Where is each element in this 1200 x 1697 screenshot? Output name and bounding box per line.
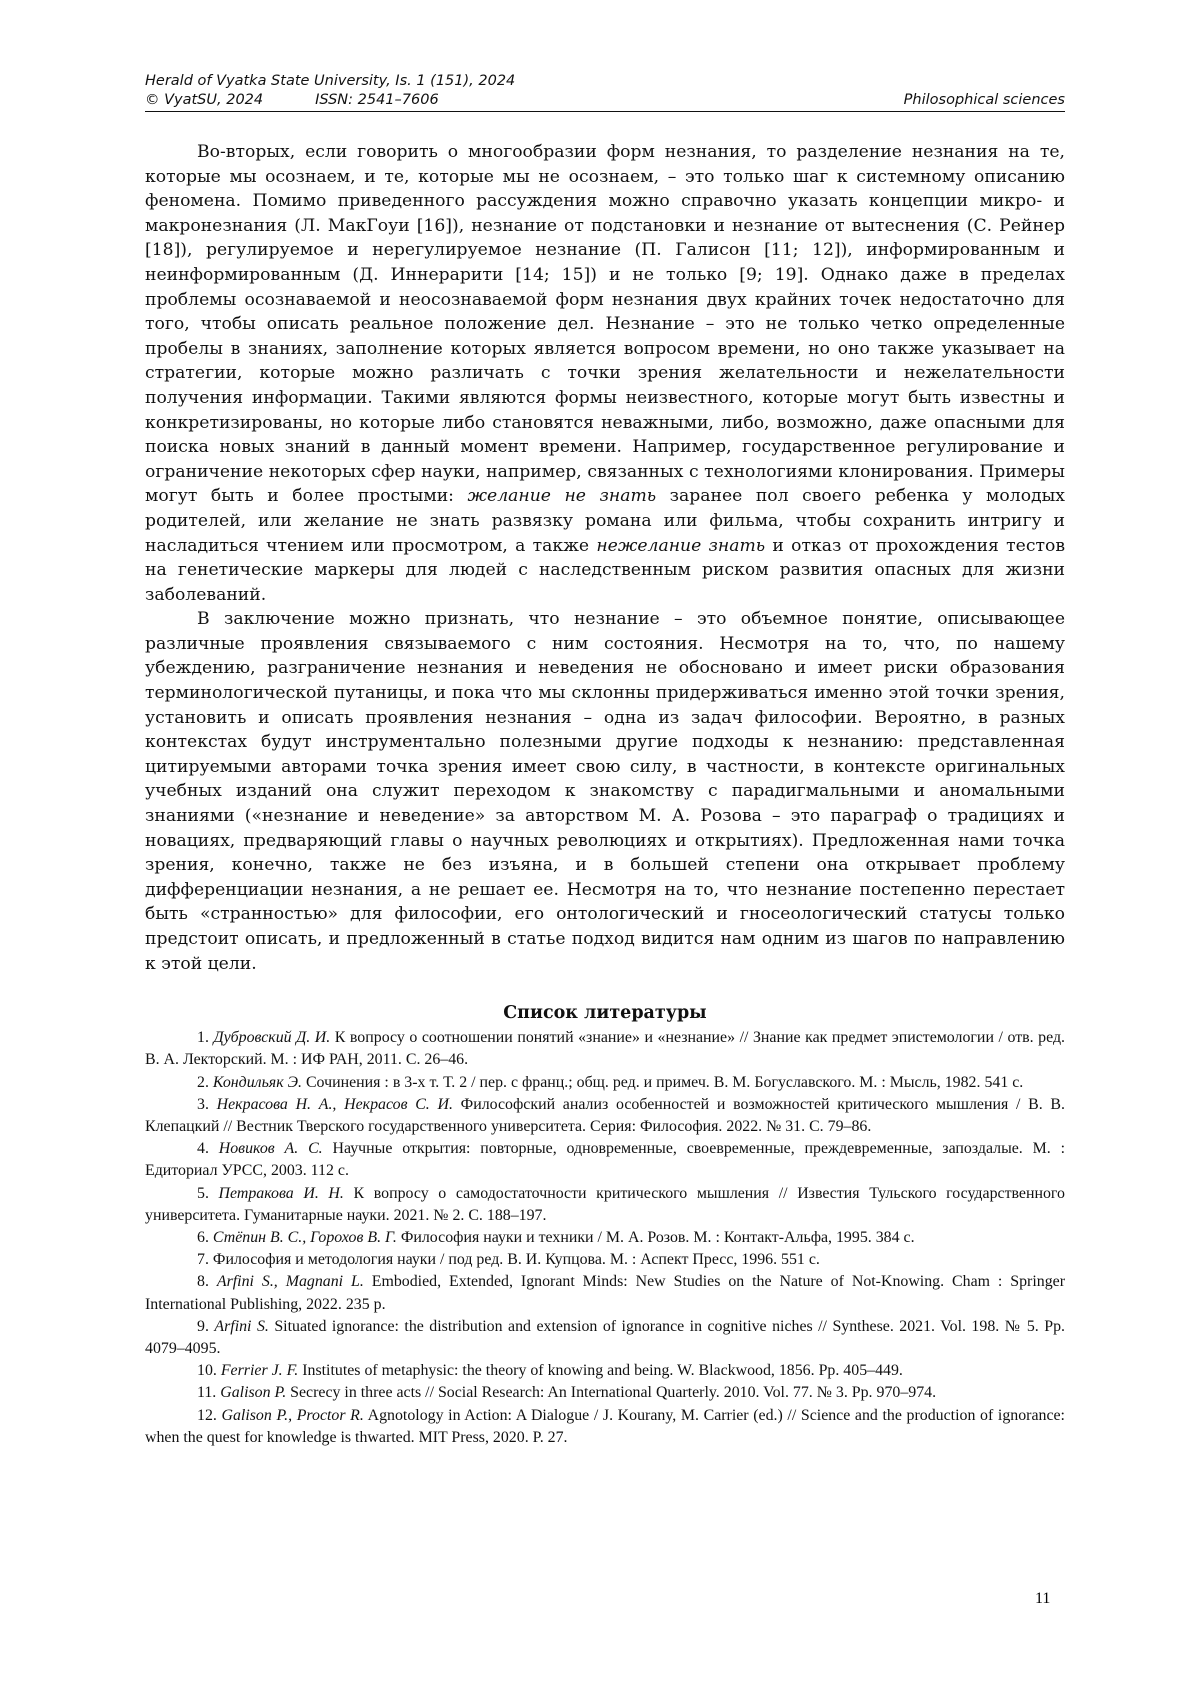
running-header: [145, 72, 1065, 112]
reference-item: 9. Arfini S. Situated ignorance: the distribution and extension of ignorance in cognitive niches // Synthese. 2021. Vol. 198. № 5. Pp. 4079–4095.: [145, 1317, 1065, 1358]
emphasis: желание не знать: [467, 486, 657, 507]
body-text-segment: Во-вторых, если говорить о многообразии форм незнания, то разделение незнания на те, которые мы осознаем, и те, которые мы не осознаем, – это только шаг к системному описанию феномена. Помимо приведенного рассуждения можно справочно указать концепции микро- и макронезнания (Л. МакГоуи [16]), незнание от подстановки и незнание от вытеснения (С. Рейнер [18]), регулируемое и нерегулируемое незнание (П. Галисон [11; 12]), информированным и неинформированным (Д. Иннерарити [14; 15]) и не только [9; 19]. Однако даже в пределах проблемы осознаваемой и неосознаваемой форм незнания двух крайних точек недостаточно для того, чтобы описать реальное положение дел. Незнание – это не только четко определенные пробелы в знаниях, заполнение которых является вопросом времени, но оно также указывает на стратегии, которые можно различать с точки зрения желательности и нежелательности получения информации. Такими являются формы неизвестного, которые могут быть известны и конкретизированы, но которые либо становятся неважными, либо, возможно, даже опасными для поиска новых знаний в данный момент времени. Например, государственное регулирование и ограничение некоторых сфер науки, например, связанных с технологиями клонирования. Примеры могут быть и более простыми:: [145, 142, 1065, 507]
emphasis: нежелание знать: [596, 535, 766, 556]
reference-item: 12. Galison P., Proctor R. Agnotology in Action: A Dialogue / J. Kourany, M. Carrier (ed.) // Science and the production of ignorance: when the quest for knowledge is thwarted. MIT Press, 2020. P. 27.: [145, 1406, 1065, 1446]
body-paragraph-2: В заключение можно признать, что незнание – это объемное понятие, описывающее различные проявления связываемого с ним состояния. Несмотря на то, что, по нашему убеждению, разграничение незнания и неведения не обосновано и имеет риски образования терминологической путаницы, и пока что мы склонны придерживаться именно этой точки зрения, установить и описать проявления незнания – одна из задач философии. Вероятно, в разных контекстах будут инструментально полезными другие подходы к незнанию: представленная цитируемыми авторами точка зрения имеет свою силу, в частности, в контексте оригинальных учебных изданий она служит переходом к знакомству с парадигмальными и аномальными знаниями («незнание и неведение» за авторством М. А. Розова – это параграф о традициях и новациях, предваряющий главы о научных революциях и открытиях). Предложенная нами точка зрения, конечно, также не без изъяна, и в большей степени она открывает проблему дифференциации незнания, а не решает ее. Несмотря на то, что незнание постепенно перестает быть «странностью» для философии, его онтологический и гносеологический статусы только предстоит описать, и предложенный в статье подход видится нам одним из шагов по направлению к этой цели.: [145, 609, 1065, 974]
body-text-segment: заранее пол своего ребенка у молодых родителей, или желание не знать развязку романа или фильма, чтобы сохранить интригу и насладиться чтением или просмотром, а также: [145, 486, 1065, 556]
page-number: 11: [1035, 1590, 1051, 1607]
reference-item: 4. Новиков А. С. Научные открытия: повторные, одновременные, своевременные, преждевременные, запоздалые. М. : Едиториал УРСС, 2003. 112 с.: [145, 1140, 1065, 1180]
reference-item: 10. Ferrier J. F. Institutes of metaphysic: the theory of knowing and being. W. Blackwood, 1856. Pp. 405–449.: [197, 1362, 903, 1380]
references-heading: Список литературы: [503, 1003, 707, 1024]
reference-item: 8. Arfini S., Magnani L. Embodied, Extended, Ignorant Minds: New Studies on the Nature of Not-Knowing. Cham : Springer International Publishing, 2022. 235 p.: [145, 1273, 1065, 1313]
reference-item: 7. Философия и методология науки / под ред. В. И. Купцова. М. : Аспект Пресс, 1996. 551 с.: [197, 1251, 820, 1269]
reference-item: 5. Петракова И. Н. К вопросу о самодостаточности критического мышления // Известия Тульского государственного университета. Гуманитарные науки. 2021. № 2. С. 188–197.: [145, 1184, 1065, 1224]
page: [145, 72, 1065, 1449]
article-body: [145, 140, 1065, 976]
section-name: Philosophical sciences: [903, 92, 1065, 108]
reference-item: 6. Стёпин В. С., Горохов В. Г. Философия науки и техники / М. А. Розов. М. : Контакт-Альфа, 1995. 384 с.: [197, 1229, 915, 1247]
copyright: © VyatSU, 2024: [145, 92, 264, 108]
reference-item: 11. Galison P. Secrecy in three acts // Social Research: An International Quarterly. 2010. Vol. 77. № 3. Pp. 970–974.: [197, 1384, 937, 1402]
reference-item: 2. Кондильяк Э. Сочинения : в 3-х т. Т. 2 / пер. с франц.; общ. ред. и примеч. В. М. Богуславского. М. : Мысль, 1982. 541 с.: [197, 1073, 1024, 1091]
header-meta-line: [145, 91, 1065, 112]
body-text-segment: и отказ от прохождения тестов на генетические маркеры для людей с наследственным риском развития опасных для жизни заболеваний.: [145, 535, 1065, 605]
journal-title: Herald of Vyatka State University, Is. 1 (151), 2024: [145, 73, 516, 89]
reference-item: 3. Некрасова Н. А., Некрасов С. И. Философский анализ особенностей и возможностей критического мышления / В. В. Клепацкий // Вестник Тверского государственного университета. Серия: Философия. 2022. № 31. С. 79–86.: [145, 1095, 1065, 1135]
reference-item: 1. Дубровский Д. И. К вопросу о соотношении понятий «знание» и «незнание» // Знание как предмет эпистемологии / отв. ред. В. А. Лекторский. М. : ИФ РАН, 2011. С. 26–46.: [145, 1029, 1066, 1069]
references-list: [145, 1027, 1065, 1449]
body-paragraph-1: [145, 140, 1065, 607]
issn: ISSN: 2541–7606: [315, 92, 439, 108]
